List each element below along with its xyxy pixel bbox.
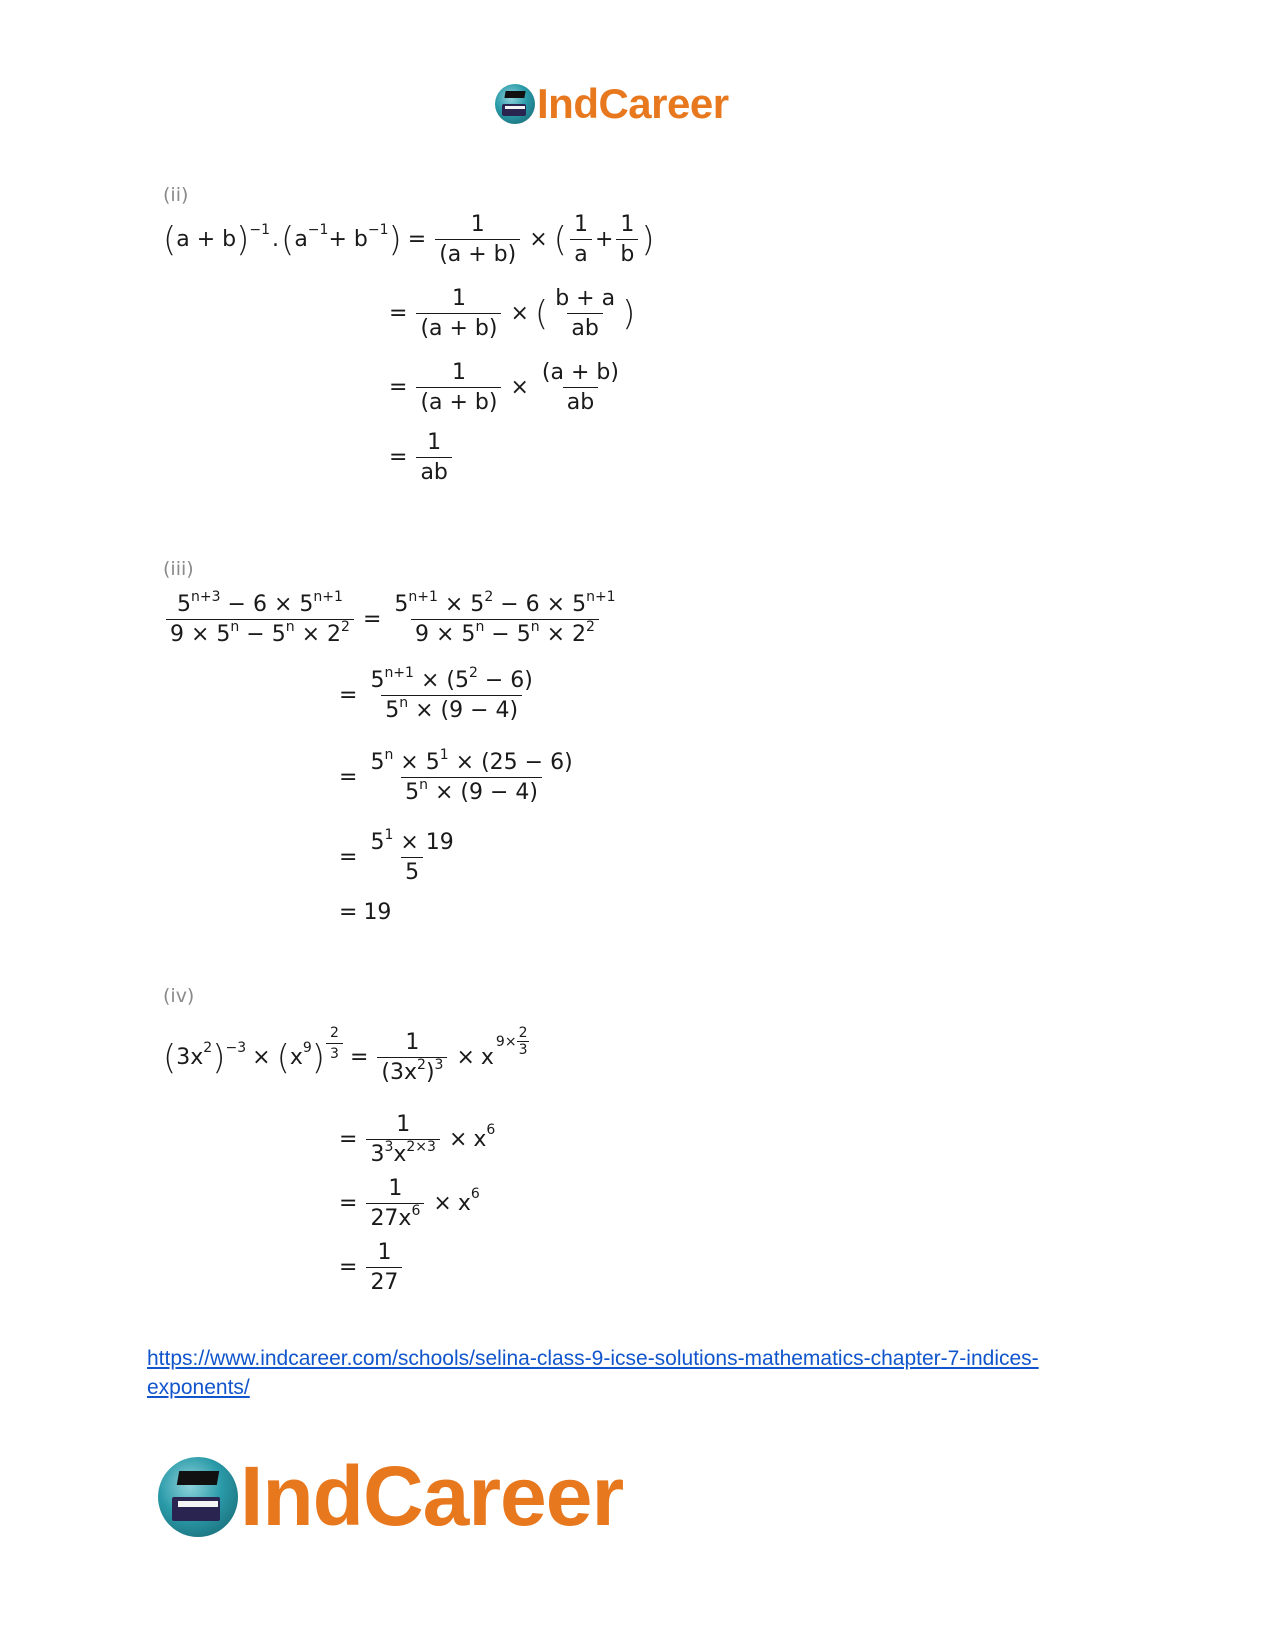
source-link[interactable]	[147, 1344, 1039, 1402]
header-logo-text: IndCareer	[537, 80, 729, 127]
source-link-line2[interactable]: exponents/	[147, 1376, 250, 1399]
header-logo	[495, 80, 729, 128]
footer-logo	[158, 1448, 623, 1545]
section-label-iii: (iii)	[163, 558, 194, 580]
globe-icon	[158, 1457, 238, 1537]
section-label-ii: (ii)	[163, 184, 189, 206]
footer-logo-text: IndCareer	[240, 1449, 624, 1543]
globe-icon	[495, 84, 535, 124]
section-label-iv: (iv)	[163, 985, 195, 1007]
source-link-line1[interactable]: https://www.indcareer.com/schools/selina-class-9-icse-solutions-mathematics-chapter-7-indices-	[147, 1347, 1039, 1370]
